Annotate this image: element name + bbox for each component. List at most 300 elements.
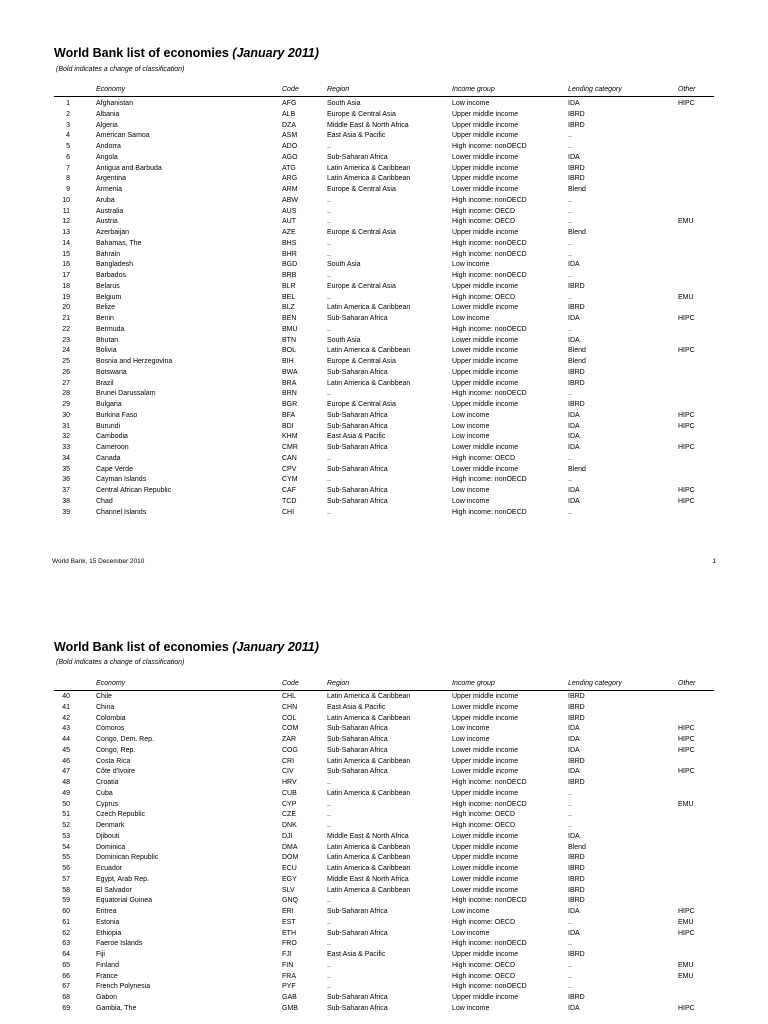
- economy-code: ABW: [282, 196, 298, 204]
- lending-category: ..: [568, 132, 572, 140]
- region: East Asia & Pacific: [327, 433, 386, 441]
- row-number: 33: [62, 444, 70, 451]
- lending-category: IBRD: [568, 994, 585, 1001]
- lending-category: Blend: [568, 186, 586, 193]
- lending-category: IDA: [568, 100, 580, 107]
- table-row: [0, 131, 768, 142]
- region: ..: [327, 293, 331, 301]
- region: Sub-Saharan Africa: [327, 422, 388, 430]
- row-number: 26: [62, 368, 70, 376]
- row-number: 62: [62, 929, 70, 937]
- other: HIPC: [678, 422, 695, 430]
- lending-category: ..: [568, 239, 572, 247]
- row-number: 65: [62, 961, 70, 969]
- lending-category: IBRD: [568, 757, 585, 765]
- table-row: [0, 821, 768, 832]
- region: Sub-Saharan Africa: [327, 487, 388, 494]
- economy-code: BRN: [282, 390, 297, 398]
- economy-code: GAB: [282, 994, 297, 1001]
- row-number: 24: [62, 347, 70, 355]
- region: Sub-Saharan Africa: [327, 368, 388, 376]
- economy-code: BLZ: [282, 304, 295, 312]
- region: Latin America & Caribbean: [327, 304, 411, 312]
- row-number: 60: [62, 908, 70, 915]
- economy-code: CUB: [282, 789, 297, 797]
- income-group: High income: OECD: [452, 218, 516, 226]
- table-row: [0, 389, 768, 400]
- row-number: 25: [62, 358, 70, 365]
- table-row: [0, 368, 768, 379]
- table-row: [0, 864, 768, 875]
- economy-name: Central African Republic: [96, 487, 172, 494]
- other: HIPC: [678, 487, 695, 494]
- income-group: Upper middle income: [452, 121, 519, 129]
- economy-code: COG: [282, 746, 298, 754]
- economy-code: ALB: [282, 110, 296, 118]
- other: HIPC: [678, 746, 695, 754]
- economy-name: Australia: [96, 207, 124, 215]
- lending-category: ..: [568, 293, 572, 301]
- region: Latin America & Caribbean: [327, 164, 411, 172]
- economy-name: Botswana: [96, 368, 127, 376]
- region: Europe & Central Asia: [327, 229, 396, 236]
- lending-category: IDA: [568, 746, 580, 754]
- row-number: 32: [62, 433, 70, 441]
- economy-code: CHI: [282, 508, 295, 516]
- region: ..: [327, 800, 331, 808]
- economy-name: American Samoa: [96, 132, 150, 140]
- economy-name: Cuba: [96, 789, 113, 797]
- other: EMU: [678, 972, 694, 980]
- region: Europe & Central Asia: [327, 282, 396, 290]
- income-group: Lower middle income: [452, 444, 519, 451]
- lending-category: ..: [568, 800, 572, 808]
- income-group: Low income: [452, 315, 490, 322]
- income-group: Upper middle income: [452, 282, 519, 290]
- income-group: Low income: [452, 411, 490, 419]
- lending-category: ..: [568, 789, 572, 797]
- economy-code: FJI: [282, 951, 292, 958]
- table-row: [0, 993, 768, 1004]
- economy-code: SLV: [282, 886, 295, 894]
- lending-category: IBRD: [568, 282, 585, 290]
- economy-name: Belize: [96, 304, 116, 312]
- col-region: Region: [327, 86, 350, 93]
- lending-category: IDA: [568, 768, 580, 776]
- region: ..: [327, 207, 331, 215]
- region: South Asia: [327, 261, 361, 269]
- economy-code: COL: [282, 714, 297, 722]
- table-row: [0, 357, 768, 368]
- region: Middle East & North Africa: [327, 875, 409, 883]
- income-group: High income: nonOECD: [452, 250, 527, 258]
- row-number: 47: [62, 768, 70, 776]
- table-row: [0, 346, 768, 357]
- income-group: Upper middle income: [452, 175, 519, 183]
- page-footer: World Bank, 15 December 2010: [52, 558, 145, 565]
- lending-category: ..: [568, 983, 572, 991]
- table-row: [0, 810, 768, 821]
- row-number: 12: [62, 218, 70, 226]
- region: Europe & Central Asia: [327, 110, 396, 118]
- row-number: 38: [62, 497, 70, 505]
- other: HIPC: [678, 444, 695, 451]
- table-row: [0, 293, 768, 304]
- income-group: Low income: [452, 736, 490, 743]
- table-row: [0, 886, 768, 897]
- economy-name: Cambodia: [96, 433, 128, 441]
- income-group: High income: OECD: [452, 454, 516, 462]
- income-group: Low income: [452, 725, 490, 733]
- row-number: 6: [66, 153, 70, 161]
- row-number: 40: [62, 693, 70, 700]
- economy-code: BEN: [282, 315, 297, 322]
- region: ..: [327, 940, 331, 948]
- economy-code: BFA: [282, 411, 296, 419]
- other: HIPC: [678, 100, 695, 107]
- table-row: [0, 174, 768, 185]
- region: South Asia: [327, 336, 361, 344]
- row-number: 27: [62, 379, 70, 387]
- lending-category: IDA: [568, 908, 580, 915]
- lending-category: IDA: [568, 422, 580, 430]
- lending-category: IBRD: [568, 714, 585, 722]
- lending-category: IDA: [568, 411, 580, 419]
- income-group: Lower middle income: [452, 832, 519, 840]
- economy-code: DMA: [282, 843, 298, 851]
- lending-category: IDA: [568, 929, 580, 937]
- lending-category: ..: [568, 508, 572, 516]
- economy-code: ARM: [282, 186, 298, 193]
- income-group: Upper middle income: [452, 164, 519, 172]
- lending-category: IDA: [568, 433, 580, 441]
- economy-name: Armenia: [96, 186, 123, 193]
- economy-code: BGR: [282, 401, 298, 408]
- region: Sub-Saharan Africa: [327, 908, 388, 915]
- region: Latin America & Caribbean: [327, 865, 411, 872]
- income-group: Lower middle income: [452, 865, 519, 872]
- row-number: 53: [62, 832, 70, 840]
- lending-category: IDA: [568, 153, 580, 161]
- region: Sub-Saharan Africa: [327, 768, 388, 776]
- economy-code: CYM: [282, 476, 298, 484]
- economy-code: ARG: [282, 175, 298, 183]
- region: ..: [327, 250, 331, 258]
- income-group: Lower middle income: [452, 886, 519, 894]
- other: EMU: [678, 800, 694, 808]
- economy-name: Bermuda: [96, 325, 125, 333]
- row-number: 28: [62, 390, 70, 398]
- economy-code: BWA: [282, 368, 298, 376]
- economy-name: Aruba: [96, 196, 115, 204]
- economy-name: Argentina: [96, 175, 126, 183]
- economy-name: Croatia: [96, 779, 119, 786]
- region: Sub-Saharan Africa: [327, 746, 388, 754]
- income-group: High income: nonOECD: [452, 325, 527, 333]
- economy-name: Cayman Islands: [96, 476, 147, 484]
- table-row: [0, 379, 768, 390]
- region: Sub-Saharan Africa: [327, 725, 388, 733]
- row-number: 52: [62, 822, 70, 829]
- lending-category: ..: [568, 325, 572, 333]
- region: Middle East & North Africa: [327, 121, 409, 129]
- table-row: [0, 982, 768, 993]
- table-row: [0, 153, 768, 164]
- income-group: High income: nonOECD: [452, 476, 527, 484]
- region: ..: [327, 196, 331, 204]
- lending-category: ..: [568, 961, 572, 969]
- lending-category: IBRD: [568, 379, 585, 387]
- income-group: High income: nonOECD: [452, 897, 527, 905]
- income-group: High income: OECD: [452, 972, 516, 980]
- other: HIPC: [678, 347, 695, 355]
- lending-category: ..: [568, 918, 572, 926]
- row-number: 3: [66, 121, 70, 129]
- economy-code: PYF: [282, 983, 296, 991]
- table-row: [0, 142, 768, 153]
- economy-code: FIN: [282, 961, 294, 969]
- table-row: [0, 260, 768, 271]
- row-number: 14: [62, 239, 70, 247]
- region: ..: [327, 822, 331, 829]
- col-economy: Economy: [96, 86, 126, 93]
- lending-category: IBRD: [568, 110, 585, 118]
- region: East Asia & Pacific: [327, 703, 386, 711]
- lending-category: Blend: [568, 229, 586, 236]
- table-row: [0, 929, 768, 940]
- economy-name: Barbados: [96, 272, 126, 279]
- economy-code: ATG: [282, 164, 296, 172]
- lending-category: ..: [568, 196, 572, 204]
- economy-code: DOM: [282, 854, 299, 862]
- row-number: 55: [62, 854, 70, 862]
- economy-name: El Salvador: [96, 886, 132, 894]
- table-row: [0, 164, 768, 175]
- table-row: [0, 789, 768, 800]
- economy-code: BDI: [282, 422, 294, 430]
- col-income-group: Income group: [452, 86, 495, 93]
- row-number: 8: [66, 175, 70, 183]
- income-group: Upper middle income: [452, 368, 519, 376]
- row-number: 43: [62, 725, 70, 733]
- economy-name: Finland: [96, 961, 119, 969]
- table-row: [0, 325, 768, 336]
- income-group: Upper middle income: [452, 693, 519, 700]
- table-row: [0, 110, 768, 121]
- economy-name: Bulgaria: [96, 401, 122, 408]
- row-number: 46: [62, 757, 70, 765]
- income-group: Upper middle income: [452, 789, 519, 797]
- row-number: 66: [62, 972, 70, 980]
- lending-category: IBRD: [568, 401, 585, 408]
- table-row: [0, 972, 768, 983]
- economy-code: BEL: [282, 293, 296, 301]
- table-row: [0, 121, 768, 132]
- income-group: Lower middle income: [452, 336, 519, 344]
- economy-name: Cyprus: [96, 800, 119, 808]
- table-row: [0, 196, 768, 207]
- row-number: 13: [62, 229, 70, 236]
- col-code: Code: [282, 86, 299, 93]
- income-group: High income: nonOECD: [452, 779, 527, 786]
- row-number: 11: [62, 207, 70, 215]
- income-group: High income: nonOECD: [452, 508, 527, 516]
- region: Sub-Saharan Africa: [327, 929, 388, 937]
- row-number: 57: [62, 875, 70, 883]
- lending-category: ..: [568, 207, 572, 215]
- row-number: 54: [62, 843, 70, 851]
- other: EMU: [678, 293, 694, 301]
- region: Latin America & Caribbean: [327, 175, 411, 183]
- economy-code: AFG: [282, 100, 297, 107]
- income-group: Low income: [452, 497, 490, 505]
- region: Latin America & Caribbean: [327, 379, 411, 387]
- income-group: Low income: [452, 929, 490, 937]
- lending-category: Blend: [568, 347, 586, 355]
- table-row: [0, 303, 768, 314]
- row-number: 30: [62, 411, 70, 419]
- economy-code: CAN: [282, 454, 297, 462]
- region: Middle East & North Africa: [327, 832, 409, 840]
- income-group: Lower middle income: [452, 304, 519, 312]
- lending-category: IBRD: [568, 693, 585, 700]
- lending-category: IDA: [568, 315, 580, 322]
- lending-category: IBRD: [568, 703, 585, 711]
- economy-code: ASM: [282, 132, 298, 140]
- income-group: Lower middle income: [452, 875, 519, 883]
- row-number: 50: [62, 800, 70, 808]
- economy-name: Côte d'Ivoire: [96, 768, 136, 776]
- income-group: Lower middle income: [452, 465, 519, 473]
- economy-code: CZE: [282, 811, 296, 819]
- lending-category: IBRD: [568, 875, 585, 883]
- lending-category: IDA: [568, 1004, 580, 1012]
- economy-code: CPV: [282, 465, 297, 473]
- lending-category: IDA: [568, 444, 580, 451]
- economy-name: Ecuador: [96, 865, 123, 872]
- table-row: [0, 185, 768, 196]
- table-row: [0, 746, 768, 757]
- economy-code: BGD: [282, 261, 298, 269]
- row-number: 69: [62, 1004, 70, 1012]
- row-number: 15: [62, 250, 70, 258]
- economy-name: Gabon: [96, 994, 118, 1001]
- row-number: 48: [62, 779, 70, 786]
- table-row: [0, 832, 768, 843]
- region: Latin America & Caribbean: [327, 843, 411, 851]
- region: ..: [327, 143, 331, 150]
- row-number: 22: [62, 325, 70, 333]
- page-title: World Bank list of economies (January 2011): [54, 46, 319, 60]
- region: Europe & Central Asia: [327, 186, 396, 193]
- economy-code: ETH: [282, 929, 296, 937]
- row-number: 18: [62, 282, 70, 290]
- economy-code: GNQ: [282, 897, 298, 905]
- region: ..: [327, 239, 331, 247]
- income-group: Upper middle income: [452, 854, 519, 862]
- economy-code: KHM: [282, 433, 298, 441]
- economy-code: EST: [282, 918, 296, 926]
- table-row: [0, 454, 768, 465]
- lending-category: ..: [568, 972, 572, 980]
- economy-name: Bangladesh: [96, 261, 133, 269]
- income-group: Upper middle income: [452, 951, 519, 958]
- table-row: [0, 497, 768, 508]
- other: EMU: [678, 961, 694, 969]
- lending-category: IBRD: [568, 164, 585, 172]
- lending-category: IDA: [568, 725, 580, 733]
- lending-category: ..: [568, 143, 572, 150]
- economy-name: Channel Islands: [96, 508, 147, 516]
- income-group: Upper middle income: [452, 994, 519, 1001]
- economy-name: Eritrea: [96, 908, 117, 915]
- lending-category: IBRD: [568, 368, 585, 376]
- col-economy: Economy: [96, 680, 126, 687]
- income-group: Low income: [452, 433, 490, 441]
- economy-code: GMB: [282, 1004, 298, 1012]
- economy-name: Benin: [96, 315, 114, 322]
- region: ..: [327, 454, 331, 462]
- economy-name: Egypt, Arab Rep.: [96, 875, 149, 883]
- region: Sub-Saharan Africa: [327, 153, 388, 161]
- economy-name: Faeroe Islands: [96, 940, 143, 948]
- row-number: 44: [62, 736, 70, 743]
- table-row: [0, 907, 768, 918]
- row-number: 67: [62, 983, 70, 991]
- region: Europe & Central Asia: [327, 358, 396, 365]
- region: Latin America & Caribbean: [327, 714, 411, 722]
- table-row: [0, 432, 768, 443]
- row-number: 59: [62, 897, 70, 905]
- economy-name: Brunei Darussalam: [96, 390, 156, 398]
- row-number: 16: [62, 261, 70, 269]
- other: HIPC: [678, 736, 695, 743]
- table-row: [0, 853, 768, 864]
- row-number: 39: [62, 508, 70, 516]
- lending-category: IBRD: [568, 779, 585, 786]
- economy-code: DZA: [282, 121, 296, 129]
- economy-code: BLR: [282, 282, 296, 290]
- income-group: High income: OECD: [452, 207, 516, 215]
- economy-code: ZAR: [282, 736, 296, 743]
- economy-code: AUT: [282, 218, 296, 226]
- row-number: 21: [62, 315, 70, 322]
- region: Europe & Central Asia: [327, 401, 396, 408]
- lending-category: IBRD: [568, 121, 585, 129]
- income-group: Low income: [452, 1004, 490, 1012]
- region: Sub-Saharan Africa: [327, 465, 388, 473]
- row-number: 68: [62, 994, 70, 1001]
- economy-code: FRO: [282, 940, 297, 948]
- other: EMU: [678, 218, 694, 226]
- economy-name: Ethiopia: [96, 929, 122, 937]
- col-lending-category: Lending category: [568, 680, 622, 687]
- region: Latin America & Caribbean: [327, 347, 411, 355]
- economy-code: CYP: [282, 800, 297, 808]
- lending-category: IDA: [568, 487, 580, 494]
- income-group: High income: OECD: [452, 293, 516, 301]
- income-group: Upper middle income: [452, 229, 519, 236]
- region: East Asia & Pacific: [327, 951, 386, 958]
- table-row: [0, 271, 768, 282]
- col-other: Other: [678, 86, 696, 93]
- lending-category: IBRD: [568, 854, 585, 862]
- income-group: Lower middle income: [452, 153, 519, 161]
- economy-code: FRA: [282, 972, 296, 980]
- row-number: 17: [62, 272, 70, 279]
- economy-code: ECU: [282, 865, 297, 872]
- income-group: High income: nonOECD: [452, 196, 527, 204]
